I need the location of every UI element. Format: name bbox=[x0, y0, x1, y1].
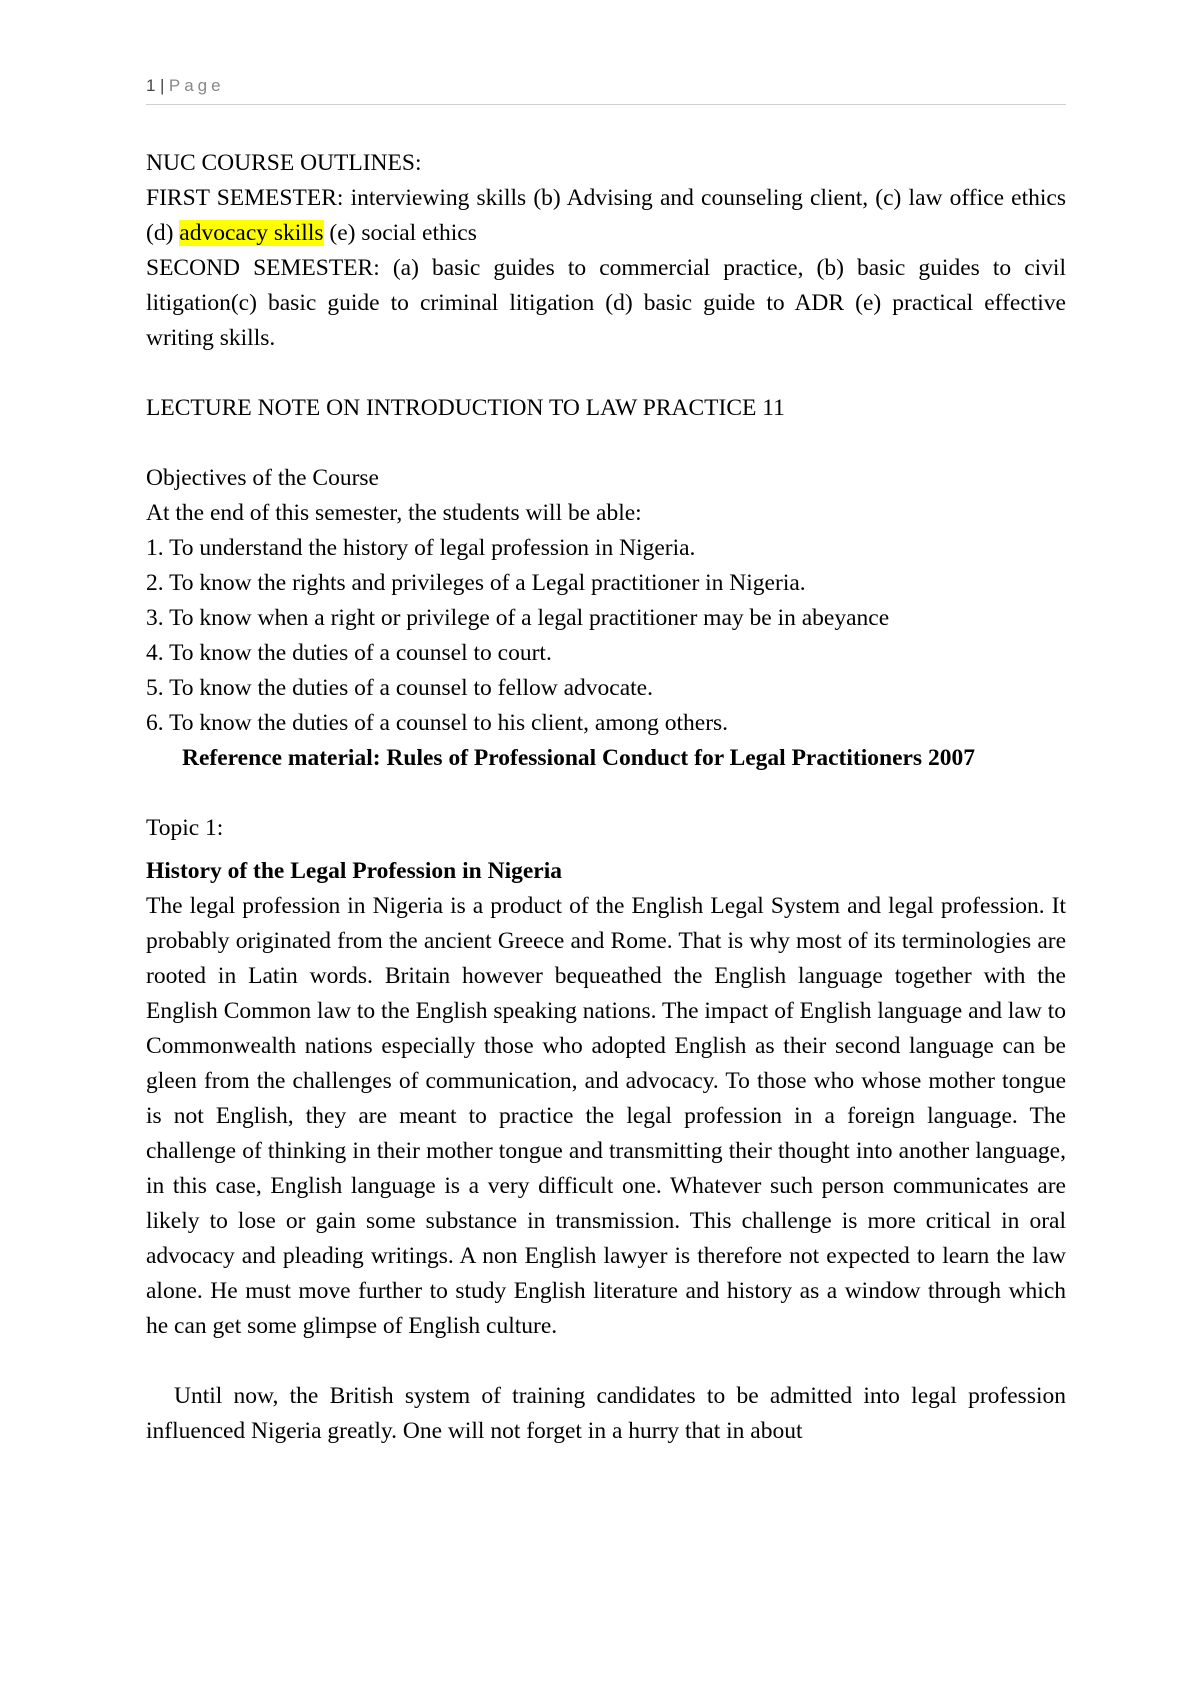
first-semester-text-end: (e) social ethics bbox=[323, 220, 477, 246]
spacer bbox=[146, 426, 1066, 461]
objectives-heading: Objectives of the Course bbox=[146, 465, 379, 491]
spacer bbox=[146, 356, 1066, 391]
page-header-separator: | bbox=[159, 76, 165, 95]
lecture-title: LECTURE NOTE ON INTRODUCTION TO LAW PRACTICE 11 bbox=[146, 395, 785, 421]
second-semester-outline: SECOND SEMESTER: (a) basic guides to commercial practice, (b) basic guides to civil litigation(c) basic guide to criminal litigation (d) basic guide to ADR (e) practical effective writing skills. bbox=[146, 255, 1066, 351]
topic-paragraph: The legal profession in Nigeria is a product of the English Legal System and legal profession. It probably originated from the ancient Greece and Rome. That is why most of its terminologies are rooted in Latin words. Britain however bequeathed the English language together with the English Common law to the English speaking nations. The impact of English language and law to Commonwealth nations especially those who adopted English as their second language can be gleen from the challenges of communication, and advocacy. To those who whose mother tongue is not English, they are meant to practice the legal profession in a foreign language. The challenge of thinking in their mother tongue and transmitting their thought into another language, in this case, English language is a very difficult one. Whatever such person communicates are likely to lose or gain some substance in transmission. This challenge is more critical in oral advocacy and pleading writings. A non English lawyer is therefore not expected to learn the law alone. He must move further to study English literature and history as a window through which he can get some glimpse of English culture. bbox=[146, 893, 1066, 1339]
objectives-intro: At the end of this semester, the students will be able: bbox=[146, 500, 642, 526]
page-number: 1 bbox=[146, 76, 156, 95]
topic-heading: History of the Legal Profession in Nigeria bbox=[146, 858, 562, 884]
first-semester-text: FIRST SEMESTER: interviewing skills (b) Advising and counseling client, (c) law office ethics (d) bbox=[146, 185, 1066, 246]
spacer bbox=[146, 776, 1066, 811]
first-semester-outline bbox=[146, 181, 1066, 251]
objective-item: 2. To know the rights and privileges of a Legal practitioner in Nigeria. bbox=[146, 570, 806, 596]
document-body bbox=[146, 146, 1066, 1449]
spacer bbox=[146, 1344, 1066, 1379]
outline-title: NUC COURSE OUTLINES: bbox=[146, 150, 422, 176]
objective-item: 1. To understand the history of legal profession in Nigeria. bbox=[146, 535, 696, 561]
objective-item: 4. To know the duties of a counsel to court. bbox=[146, 640, 552, 666]
objective-item: 6. To know the duties of a counsel to his client, among others. bbox=[146, 710, 729, 736]
page-header bbox=[146, 76, 1066, 105]
reference-material: Reference material: Rules of Professional Conduct for Legal Practitioners 2007 bbox=[182, 745, 975, 771]
objective-item: 5. To know the duties of a counsel to fellow advocate. bbox=[146, 675, 653, 701]
topic-label: Topic 1: bbox=[146, 815, 224, 841]
objective-item: 3. To know when a right or privilege of a legal practitioner may be in abeyance bbox=[146, 605, 890, 631]
page-header-label: Page bbox=[168, 76, 225, 95]
highlighted-text: advocacy skills bbox=[179, 220, 324, 246]
topic-paragraph: Until now, the British system of training candidates to be admitted into legal profession influenced Nigeria greatly. One will not forget in a hurry that in about bbox=[146, 1383, 1066, 1444]
